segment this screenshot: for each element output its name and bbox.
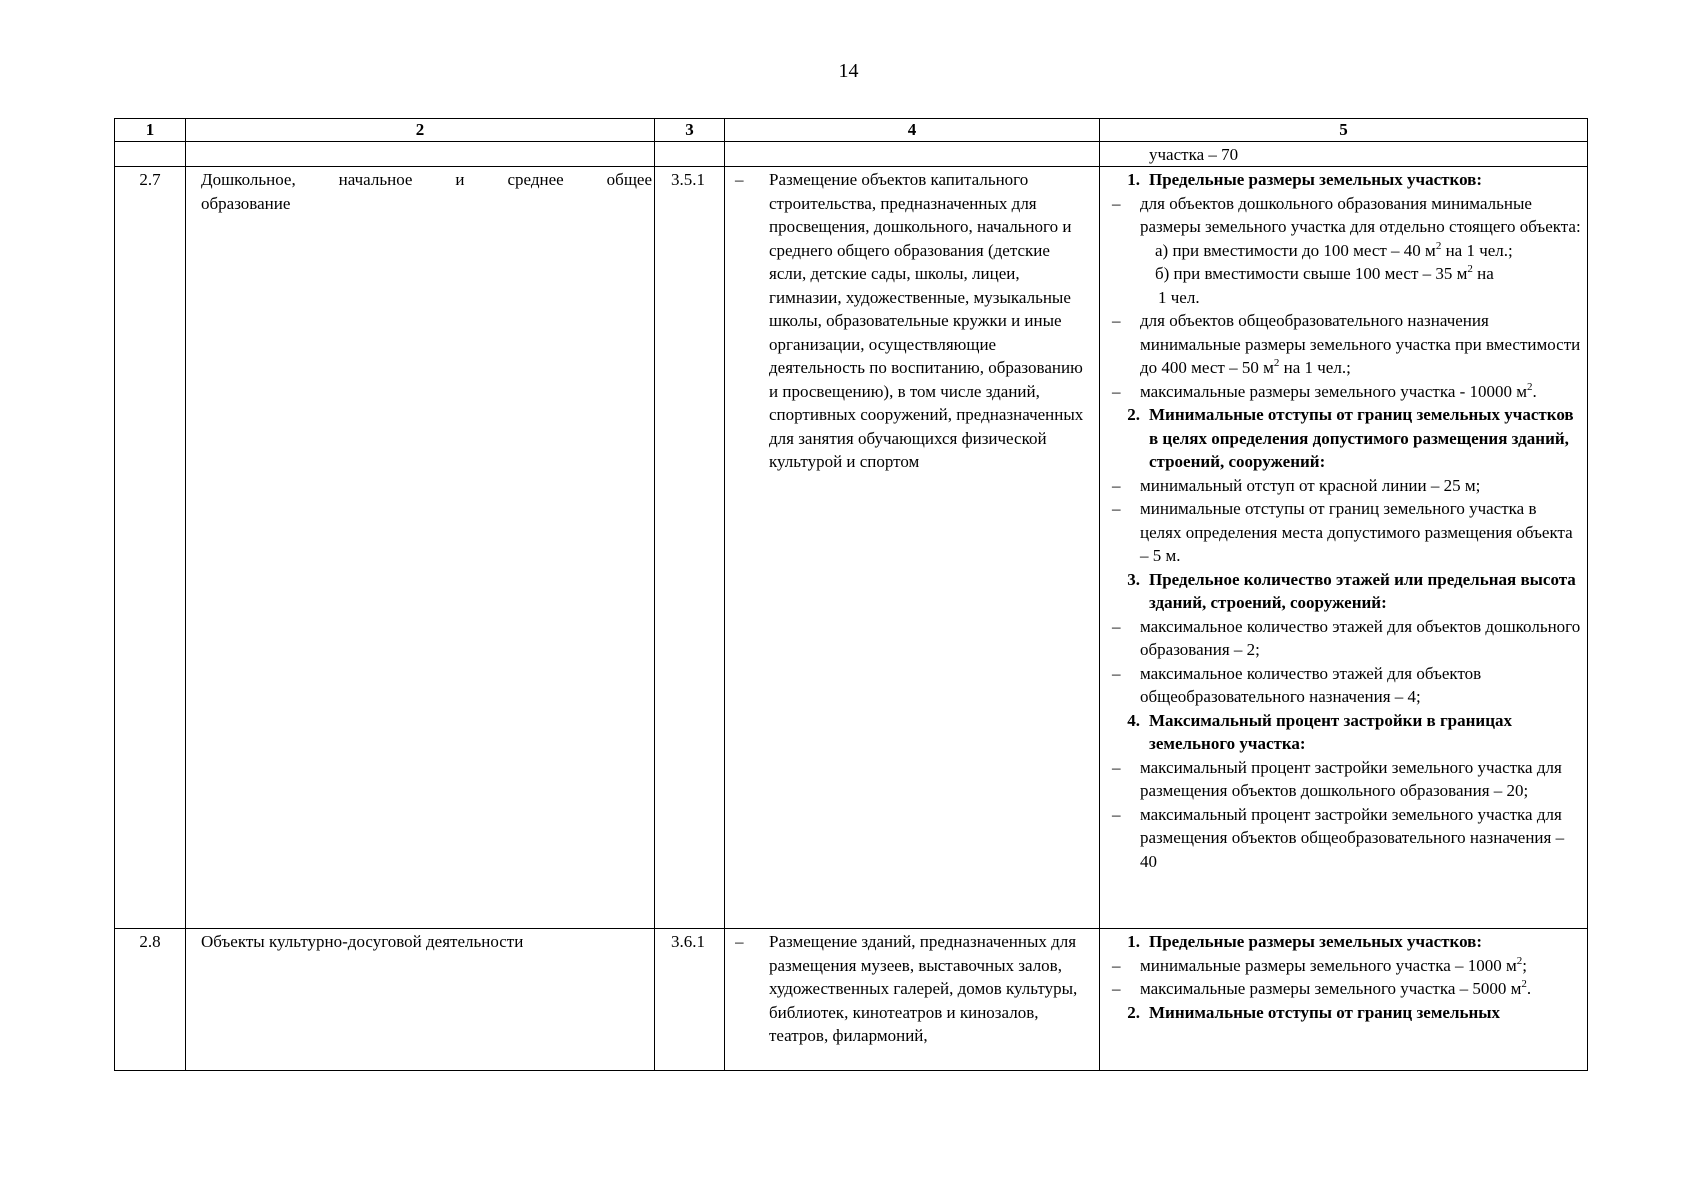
continuation-text: участка – 70 <box>1149 145 1239 164</box>
land-use-name <box>186 167 655 929</box>
list-item: – минимальный отступ от красной линии – 25 м; <box>1112 475 1481 495</box>
section-heading: 1. Предельные размеры земельных участков: <box>1127 932 1483 951</box>
list-subitem-cont: 1 чел. <box>1158 287 1200 307</box>
column-header-4: 4 <box>725 119 1100 142</box>
list-item: – для объектов общеобразовательного назначения минимальные размеры земельного участка при вместимости до 400 мест – 50 $м^2$ на 1 чел.; <box>1112 311 1581 377</box>
regulations-table <box>114 118 1588 1071</box>
column-header-3: 3 <box>655 119 725 142</box>
row-number: 2.8 <box>115 929 186 1071</box>
list-item: – максимальное количество этажей для объектов дошкольного образования – 2; <box>1112 616 1581 659</box>
section-heading: 3. Предельное количество этажей или предельная высота зданий, строений, сооружений: <box>1127 569 1576 612</box>
section-heading: 2. Минимальные отступы от границ земельных участков в целях определения допустимого размещения зданий, строений, сооружений: <box>1127 405 1574 471</box>
list-item: – минимальные размеры земельного участка – 1000 $м^2$; <box>1112 954 1527 975</box>
land-use-parameters <box>1100 929 1588 1071</box>
land-use-parameters <box>1100 167 1588 929</box>
dash-marker: – <box>735 932 744 951</box>
column-header-5: 5 <box>1100 119 1588 142</box>
section-heading: 2. Минимальные отступы от границ земельных <box>1127 1002 1501 1022</box>
land-use-name-line: Дошкольное, начальное и среднее общее <box>201 170 652 189</box>
list-item: – для объектов дошкольного образования минимальные размеры земельного участка для отдельно стоящего объекта: <box>1112 193 1581 236</box>
land-use-description <box>725 167 1100 929</box>
list-subitem: а) при вместимости до 100 мест – 40 $м^2$ на 1 чел.; <box>1155 239 1513 260</box>
table-row <box>115 929 1588 1071</box>
section-heading: 4. Максимальный процент застройки в границах земельного участка: <box>1127 710 1513 753</box>
column-header-2: 2 <box>186 119 655 142</box>
description-text: Размещение объектов капитального строительства, предназначенных для просвещения, дошкольного, начального и среднего общего образования (детские ясли, детские сады, школы, лицеи, гимназии, художественные, музыкальные школы, образовательные кружки и иные организации, осуществляющие деятельность по воспитанию, образованию и просвещению), в том числе зданий, спортивных сооружений, предназначенных для занятия обучающихся физической культурой и спортом <box>769 170 1084 471</box>
list-subitem: б) при вместимости свыше 100 мест – 35 $м^2$ на <box>1155 263 1494 283</box>
land-use-name: Объекты культурно-досуговой деятельности <box>186 929 655 1071</box>
land-use-description <box>725 929 1100 1071</box>
table-header-row <box>115 119 1588 142</box>
dash-marker: – <box>735 170 744 189</box>
list-item: – максимальные размеры земельного участка - 10000 $м^2$. <box>1112 380 1537 401</box>
list-item: – минимальные отступы от границ земельного участка в целях определения места допустимого размещения объекта – 5 м. <box>1112 499 1573 565</box>
page-number: 14 <box>838 60 859 82</box>
list-item: – максимальный процент застройки земельного участка для размещения объектов общеобразовательного назначения – 40 <box>1112 804 1565 871</box>
table-row <box>115 167 1588 929</box>
list-item: – максимальное количество этажей для объектов общеобразовательного назначения – 4; <box>1112 663 1482 706</box>
column-header-1: 1 <box>115 119 186 142</box>
land-use-code: 3.6.1 <box>655 929 725 1071</box>
row-number: 2.7 <box>115 167 186 929</box>
list-item: – максимальный процент застройки земельного участка для размещения объектов дошкольного образования – 20; <box>1112 757 1562 800</box>
continuation-row <box>115 142 1588 167</box>
section-heading: 1. Предельные размеры земельных участков: <box>1127 170 1483 189</box>
list-item: – максимальные размеры земельного участка – 5000 $м^2$. <box>1112 978 1532 998</box>
land-use-code: 3.5.1 <box>655 167 725 929</box>
description-text: Размещение зданий, предназначенных для размещения музеев, выставочных залов, художественных галерей, домов культуры, библиотек, кинотеатров и кинозалов, театров, филармоний, <box>769 932 1078 1045</box>
land-use-name-line: образование <box>201 193 291 213</box>
